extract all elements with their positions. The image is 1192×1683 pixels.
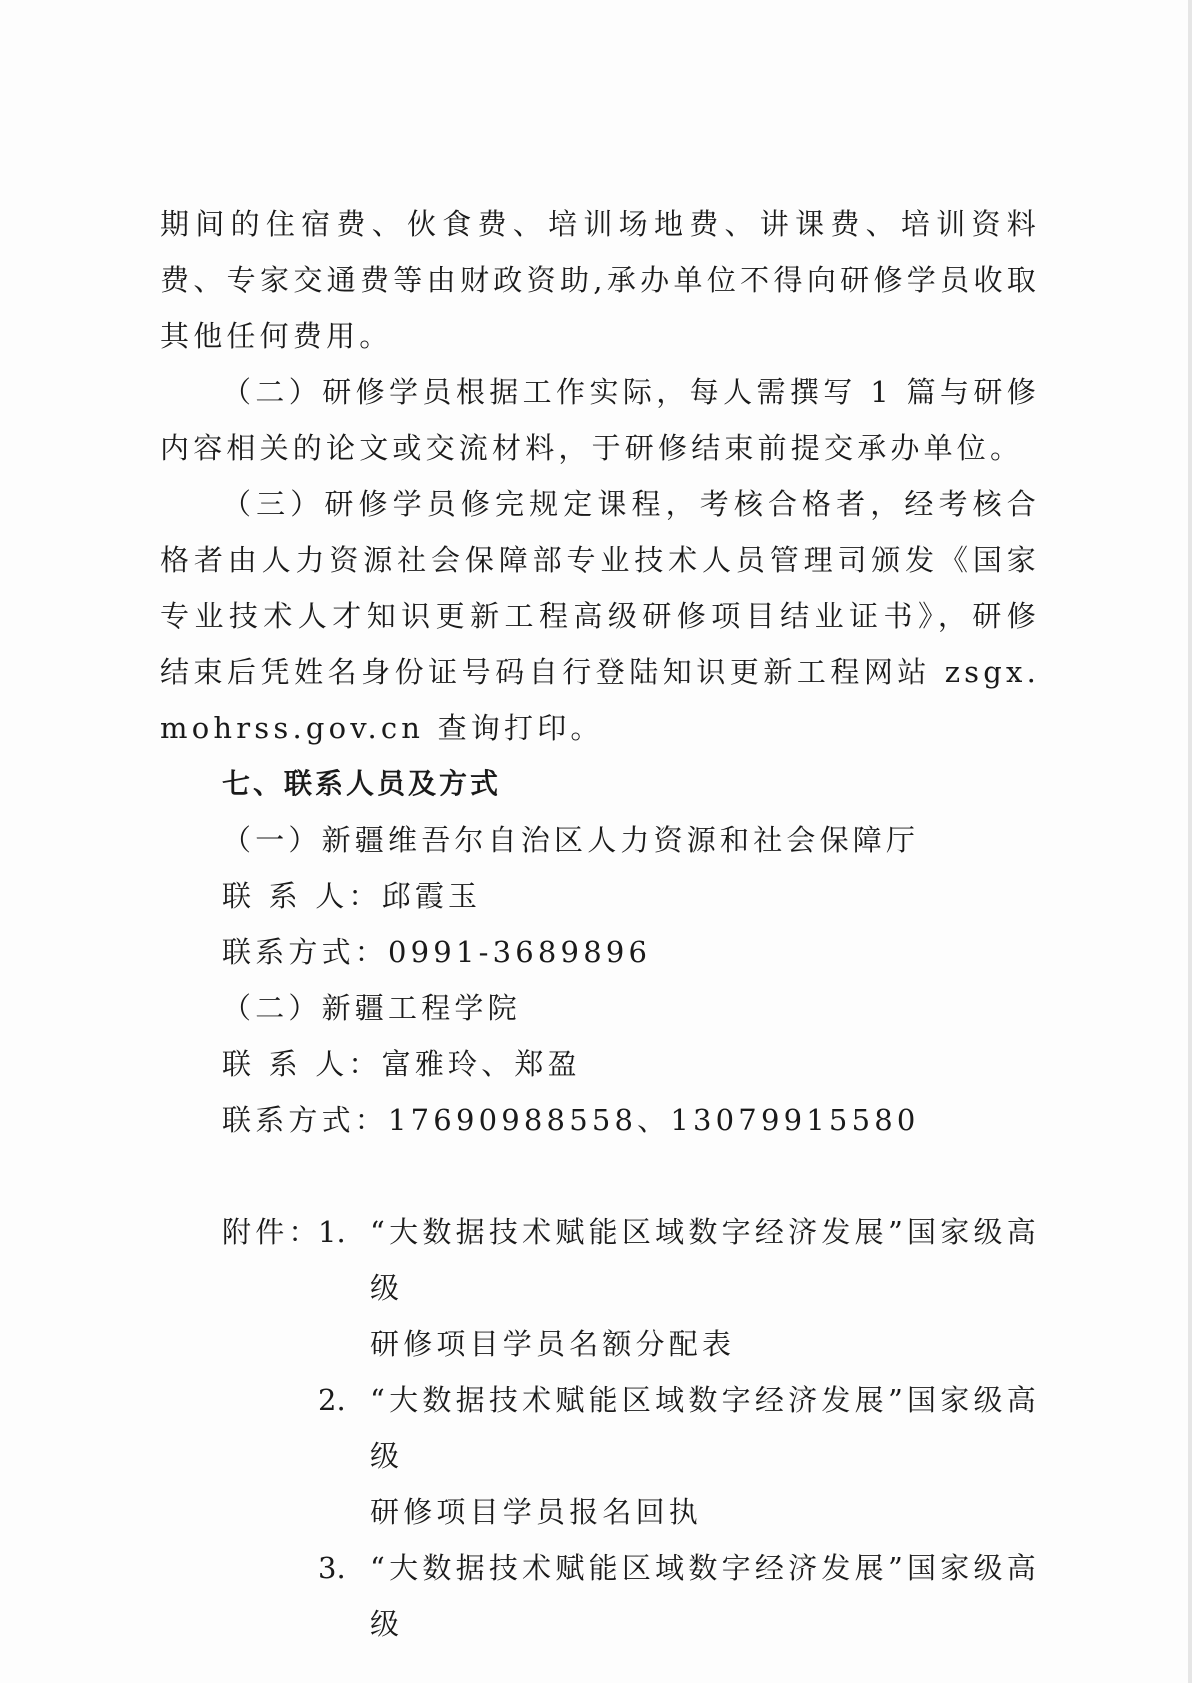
section-heading-contacts: 七、联系人员及方式 (222, 767, 502, 800)
blank-line (160, 1148, 1040, 1204)
attachment-number: 3. (318, 1551, 346, 1585)
attachment-number: 2. (318, 1383, 346, 1417)
paragraph-paper-requirement: （二）研修学员根据工作实际，每人需撰写 1 篇与研修内容相关的论文或交流材料，于研修结束前提交承办单位。 (160, 375, 1040, 465)
attachments-list (160, 1204, 1040, 1652)
attachment-title-line: “大数据技术赋能区域数字经济发展”国家级高级 (370, 1215, 1040, 1305)
contact-org-1: （一）新疆维吾尔自治区人力资源和社会保障厅 (222, 823, 920, 857)
document-body (160, 196, 1040, 1652)
contact-org-2: （二）新疆工程学院 (222, 991, 521, 1025)
paragraph-certificate: （三）研修学员修完规定课程，考核合格者，经考核合格者由人力资源社会保障部专业技术人员管理司颁发《国家专业技术人才知识更新工程高级研修项目结业证书》，研修结束后凭姓名身份证号码自行登陆知识更新工程网站 zsgx.mohrss.gov.cn 查询打印。 (160, 487, 1040, 745)
contact-person-2: 联 系 人：富雅玲、郑盈 (222, 1047, 581, 1081)
attachment-item-3 (160, 1540, 1040, 1652)
contact-phone-1: 联系方式：0991-3689896 (222, 935, 652, 969)
attachment-title-continuation: 研修项目学员名额分配表 (370, 1327, 736, 1361)
attachment-item-2 (160, 1372, 1040, 1484)
attachments-label-spacer (160, 1372, 318, 1484)
attachment-title-line: “大数据技术赋能区域数字经济发展”国家级高级 (370, 1383, 1040, 1473)
contact-phone-2: 联系方式：17690988558、13079915580 (222, 1103, 920, 1137)
attachment-item-1 (160, 1204, 1040, 1316)
page-edge (1188, 0, 1192, 1683)
attachments-label: 附件： (222, 1215, 322, 1249)
attachment-number: 1. (318, 1215, 346, 1249)
attachment-title-line: “大数据技术赋能区域数字经济发展”国家级高级 (370, 1551, 1040, 1641)
attachments-label-spacer (160, 1540, 318, 1652)
paragraph-fees: 期间的住宿费、伙食费、培训场地费、讲课费、培训资料费、专家交通费等由财政资助,承办单位不得向研修学员收取其他任何费用。 (160, 207, 1040, 353)
contact-person-1: 联 系 人：邱霞玉 (222, 879, 482, 913)
attachment-title-continuation: 研修项目学员报名回执 (370, 1495, 703, 1529)
